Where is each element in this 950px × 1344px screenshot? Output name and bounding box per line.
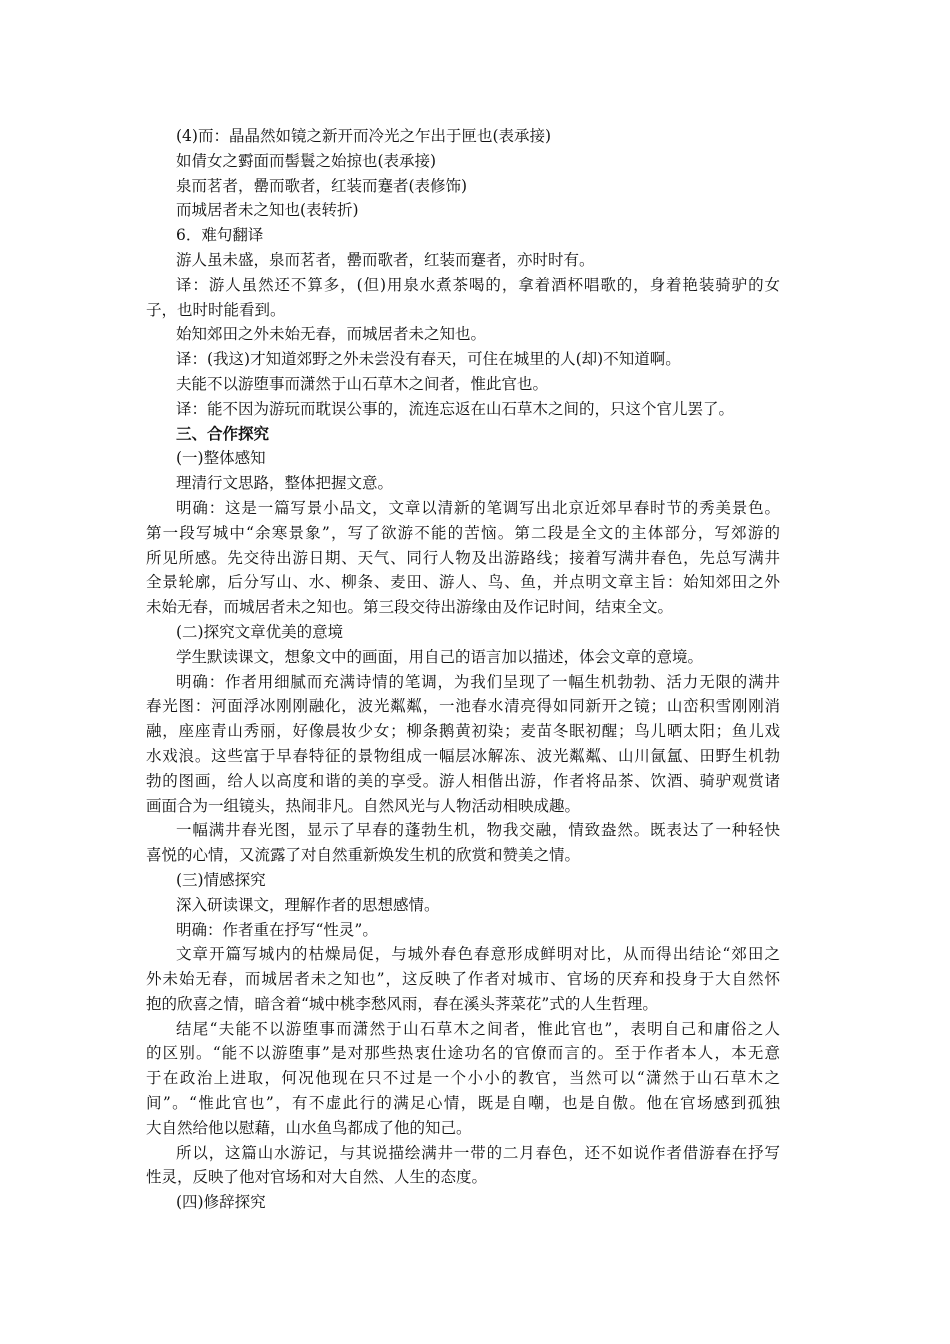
text-line: 抱的欣喜之情，暗含着“城中桃李愁风雨，春在溪头荠菜花”式的人生哲理。 <box>146 994 658 1013</box>
text-line: 译：能不因为游玩而耽误公事的，流连忘返在山石草木之间的，只这个官儿罢了。 <box>176 399 735 418</box>
text-line: 所以，这篇山水游记，与其说描绘满井一带的二月春色，还不如说作者借游春在抒写 <box>176 1143 780 1162</box>
text-line: 6．难句翻译 <box>176 226 264 245</box>
text-line: 大自然给他以慰藉，山水鱼鸟都成了他的知己。 <box>146 1118 472 1137</box>
text-line: 而城居者未之知也(表转折) <box>176 201 359 220</box>
text-line: 学生默读课文，想象文中的画面，用自己的语言加以描述，体会文章的意境。 <box>176 647 704 666</box>
text-line: 画面合为一组镜头，热闹非凡。自然风光与人物活动相映成趣。 <box>146 796 581 815</box>
text-line: (一)整体感知 <box>176 449 266 468</box>
text-line: 春光图：河面浮冰刚刚融化，波光粼粼，一池春水清亮得如同新开之镜；山峦积雪刚刚消 <box>146 697 780 716</box>
text-line: (三)情感探究 <box>176 870 266 889</box>
text-line: 三、合作探究 <box>176 423 270 443</box>
text-line: 译：(我这)才知道郊野之外未尝没有春天，可住在城里的人(却)不知道啊。 <box>176 350 681 369</box>
text-line: 深入研读课文，理解作者的思想感情。 <box>176 895 440 914</box>
text-line: 水戏浪。这些富于早春特征的景物组成一幅层冰解冻、波光粼粼、山川氤氲、田野生机勃 <box>146 746 780 765</box>
text-line: 夫能不以游堕事而潇然于山石草木之间者，惟此官也。 <box>176 374 549 393</box>
text-line: 全景轮廓，后分写山、水、柳条、麦田、游人、鸟、鱼，并点明文章主旨：始知郊田之外 <box>146 573 780 592</box>
text-line: 明确：作者用细腻而充满诗情的笔调，为我们呈现了一幅生机勃勃、活力无限的满井 <box>176 672 780 691</box>
text-line: 勃的图画，给人以高度和谐的美的享受。游人相偕出游，作者将品茶、饮酒、骑驴观赏诸 <box>146 771 780 790</box>
text-line: 第一段写城中“余寒景象”，写了欲游不能的苦恼。第二段是全文的主体部分，写郊游的 <box>146 523 780 542</box>
text-line: 如倩女之䨴面而髻鬟之始掠也(表承接) <box>176 151 437 170</box>
text-line: (4)而：晶晶然如镜之新开而冷光之乍出于匣也(表承接) <box>176 127 552 145</box>
text-line: 性灵，反映了他对官场和对大自然、人生的态度。 <box>146 1168 488 1187</box>
text-line: 外未始无春，而城居者未之知也”，这反映了作者对城市、官场的厌弃和投身于大自然怀 <box>146 970 780 989</box>
text-line: 文章开篇写城内的枯燥局促，与城外春色春意形成鲜明对比，从而得出结论“郊田之 <box>176 945 780 964</box>
text-line: 始知郊田之外未始无春，而城居者未之知也。 <box>176 325 487 344</box>
text-line: 的区别。“能不以游堕事”是对那些热衷仕途功名的官僚而言的。至于作者本人，本无意 <box>146 1044 780 1063</box>
text-line: 游人虽未盛，泉而茗者，罍而歌者，红装而蹇者，亦时时有。 <box>176 250 595 269</box>
text-line: (二)探究文章优美的意境 <box>176 622 344 641</box>
text-line: 喜悦的心情，又流露了对自然重新焕发生机的欣赏和赞美之情。 <box>146 846 581 865</box>
text-line: 明确：作者重在抒写“性灵”。 <box>176 920 378 939</box>
text-line: 未始无春，而城居者未之知也。第三段交待出游缘由及作记时间，结束全文。 <box>146 598 674 617</box>
text-line: 明确：这是一篇写景小品文，文章以清新的笔调写出北京近郊早春时节的秀美景色。 <box>176 498 780 517</box>
text-line: (四)修辞探究 <box>176 1193 266 1212</box>
text-line: 结尾“夫能不以游堕事而潇然于山石草木之间者，惟此官也”，表明自己和庸俗之人 <box>176 1019 780 1038</box>
text-line: 一幅满井春光图，显示了早春的蓬勃生机，物我交融，情致盎然。既表达了一种轻快 <box>176 821 780 840</box>
text-line: 间”。“惟此官也”，有不虚此行的满足心情，既是自嘲，也是自傲。他在官场感到孤独 <box>146 1094 780 1113</box>
text-line: 子，也时时能看到。 <box>146 300 286 319</box>
text-line: 所见所感。先交待出游日期、天气、同行人物及出游路线；接着写满井春色，先总写满井 <box>146 548 780 567</box>
text-line: 泉而茗者，罍而歌者，红装而蹇者(表修饰) <box>176 176 468 195</box>
text-line: 融，座座青山秀丽，好像晨妆少女；柳条鹅黄初染；麦苗冬眠初醒；鸟儿晒太阳；鱼儿戏 <box>146 722 780 741</box>
text-line: 于在政治上进取，何况他现在只不过是一个小小的教官，当然可以“潇然于山石草木之 <box>146 1069 780 1088</box>
text-line: 理清行文思路，整体把握文意。 <box>176 474 394 493</box>
text-line: 译：游人虽然还不算多，(但)用泉水煮茶喝的，拿着酒杯唱歌的，身着艳装骑驴的女 <box>176 275 780 294</box>
